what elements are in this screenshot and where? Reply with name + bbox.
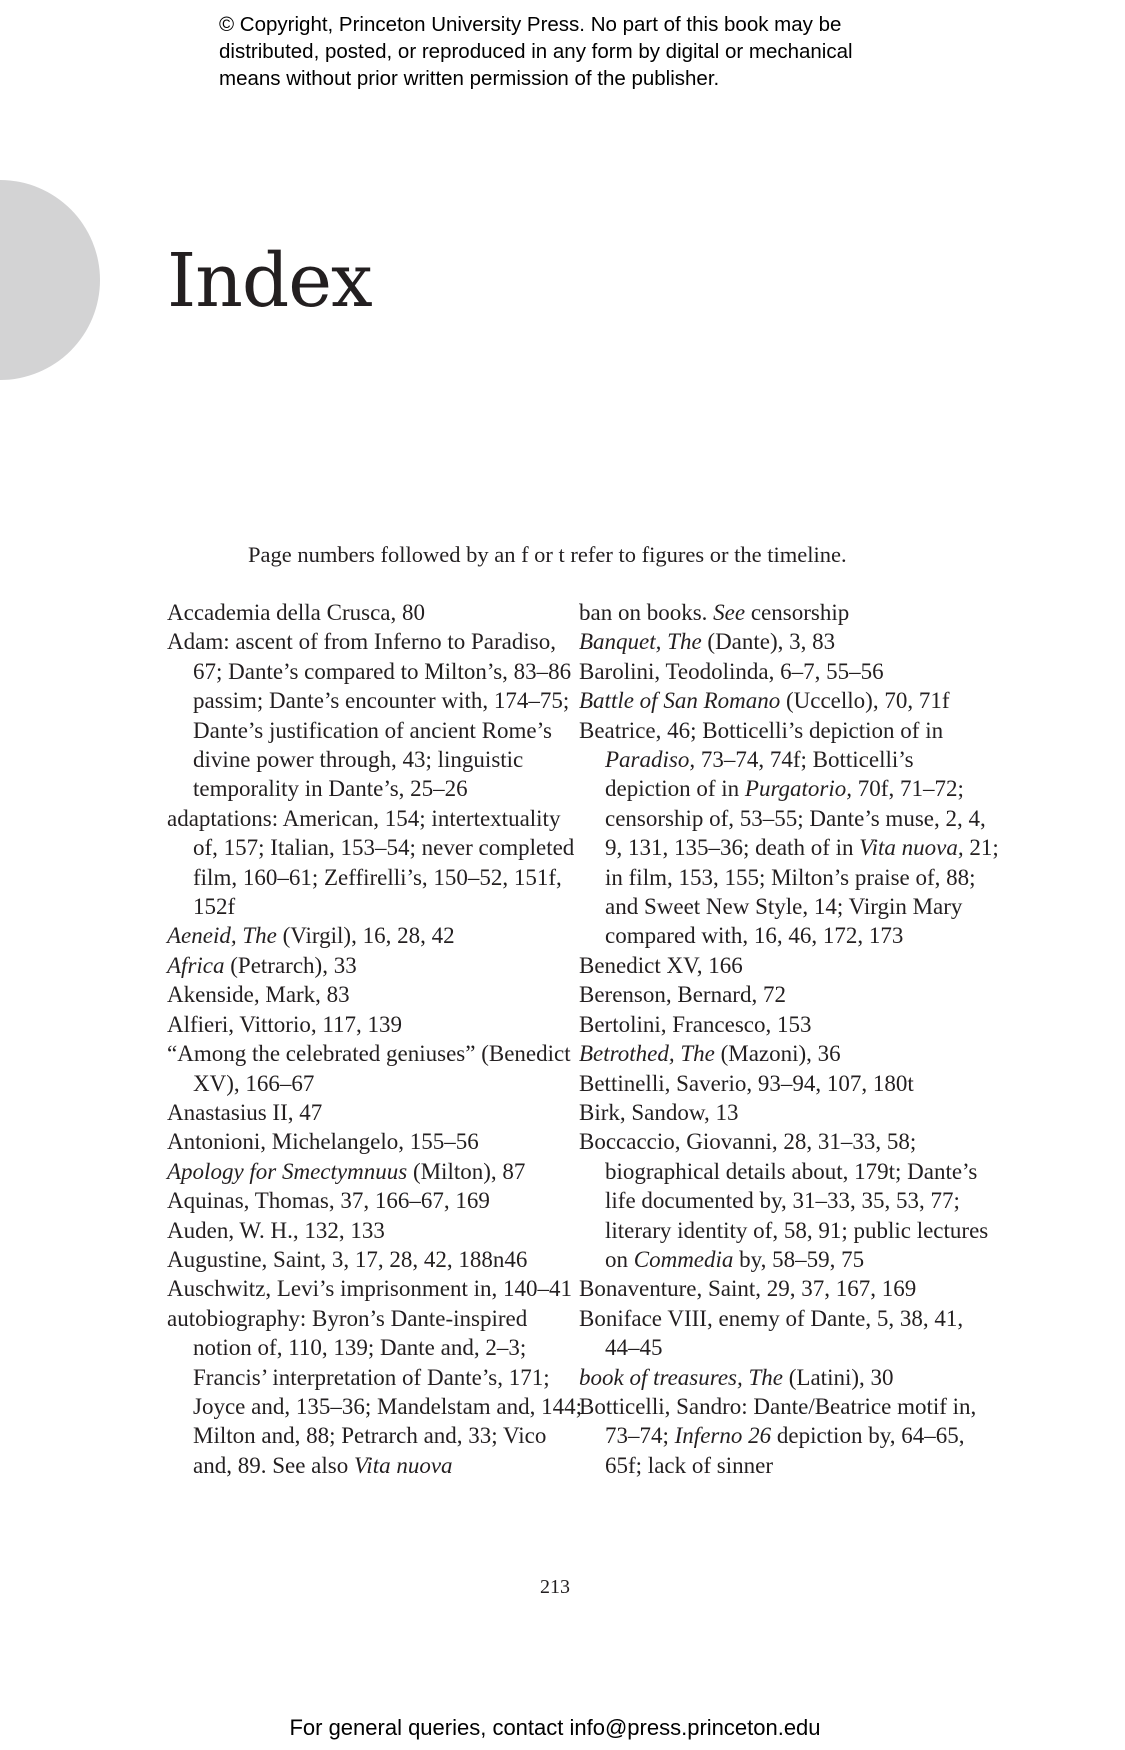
index-entry (167, 1274, 587, 1303)
index-entry-italic-text: Vita nuova, (859, 835, 964, 861)
index-column-left (167, 598, 587, 1480)
index-entry (167, 1127, 587, 1156)
index-entry (167, 1157, 587, 1186)
index-entry (579, 1098, 999, 1127)
index-entry-text: Auschwitz, Levi’s imprisonment in, 140–41 (167, 1276, 573, 1302)
index-entry (579, 1127, 999, 1274)
index-entry-text: 73–74, 74f; Botticelli’s depiction of in (605, 747, 914, 802)
index-entry (167, 1216, 587, 1245)
index-entry-text: Benedict XV, 166 (579, 952, 743, 978)
copyright-line: distributed, posted, or reproduced in any form by digital or mechanical (219, 40, 853, 63)
footer-contact: For general queries, contact info@press.princeton.edu (289, 1715, 821, 1740)
index-entry-text: Bonaventure, Saint, 29, 37, 167, 169 (579, 1276, 917, 1302)
index-entry-text: (Petrarch), 33 (224, 952, 357, 978)
index-entry-text: 21; in film, 153, 155; Milton’s praise of, 88; and Sweet New Style, 14; Virgin Mary compared with, 16, 46, 172, 173 (605, 835, 999, 949)
index-entry-italic-text: Paradiso, (605, 747, 696, 773)
index-entry-text: Berenson, Bernard, 72 (579, 982, 786, 1008)
index-entry (579, 951, 999, 980)
index-entry (167, 1186, 587, 1215)
index-entry-text: Auden, W. H., 132, 133 (167, 1217, 385, 1243)
index-entry (579, 1304, 999, 1363)
index-column-right (579, 598, 999, 1480)
index-entry (579, 716, 999, 951)
index-entry-text: Bettinelli, Saverio, 93–94, 107, 180t (579, 1070, 914, 1096)
index-entry-text: (Dante), 3, 83 (701, 629, 836, 655)
index-entry-text: (Uccello), 70, 71f (780, 688, 950, 714)
index-entry (579, 980, 999, 1009)
index-entry-text: autobiography: Byron’s Dante-inspired notion of, 110, 139; Dante and, 2–3; Francis’ interpretation of Dante’s, 171; Joyce and, 135–36; Mandelstam and, 144; Milton and, 88; Petrarch and, 33; Vico and, 89. See also (167, 1305, 583, 1478)
index-entry (579, 1363, 999, 1392)
index-entry (579, 1274, 999, 1303)
index-entry-text: Bertolini, Francesco, 153 (579, 1011, 812, 1037)
index-entry-italic-text: Commedia (633, 1246, 734, 1272)
index-entry-italic-text: book of treasures, The (579, 1364, 784, 1390)
index-entry (579, 657, 999, 686)
index-entry-text: Birk, Sandow, 13 (579, 1099, 739, 1125)
index-entry (167, 1245, 587, 1274)
copyright-line: means without prior written permission of the publisher. (219, 67, 720, 90)
chapter-tab-marker (0, 180, 100, 380)
index-entry-italic-text: See (713, 600, 746, 625)
index-entry (579, 1392, 999, 1480)
index-entry (167, 804, 587, 922)
index-entry-text: (Latini), 30 (783, 1364, 894, 1390)
index-entry (579, 1039, 999, 1068)
index-entry-text: Beatrice, 46; Botticelli’s depiction of in (579, 717, 944, 743)
index-entry-italic-text: Inferno 26 (674, 1423, 772, 1449)
index-entry (167, 1304, 587, 1480)
page-number: 213 (540, 1576, 570, 1598)
index-entry-text: Augustine, Saint, 3, 17, 28, 42, 188n46 (167, 1246, 528, 1272)
index-entry-text: Adam: ascent of from Inferno to Paradiso, 67; Dante’s compared to Milton’s, 83–86 passim; Dante’s encounter with, 174–75; Dante’s justification of ancient Rome’s divine power through, 43; linguistic temporality in Dante’s, 25–26 (167, 629, 572, 802)
index-entry-text: Alfieri, Vittorio, 117, 139 (167, 1011, 402, 1037)
index-entry (579, 598, 999, 627)
copyright-notice (219, 11, 979, 92)
index-entry-text: Boniface VIII, enemy of Dante, 5, 38, 41, 44–45 (579, 1305, 964, 1361)
index-entry-text: depiction by, 64–65, 65f; lack of sinner (605, 1423, 965, 1478)
index-entry-text: adaptations: American, 154; intertextuality of, 157; Italian, 153–54; never completed film, 160–61; Zeffirelli’s, 150–52, 151f, 152f (167, 805, 575, 920)
index-entry-text: Anastasius II, 47 (167, 1099, 323, 1125)
index-entry-text: Akenside, Mark, 83 (167, 982, 350, 1008)
index-entry-italic-text: Betrothed, The (579, 1041, 715, 1067)
index-entry-text: Antonioni, Michelangelo, 155–56 (167, 1129, 479, 1155)
index-entry (167, 980, 587, 1009)
index-entry-text: censorship (745, 600, 850, 625)
page-title: Index (167, 238, 372, 324)
index-entry-italic-text: Africa (167, 952, 225, 978)
index-entry (167, 1098, 587, 1127)
index-entry (579, 627, 999, 656)
index-entry-italic-text: Apology for Smectymnuus (167, 1158, 408, 1184)
index-entry-text: 70f, 71–72; censorship of, 53–55; Dante’s muse, 2, 4, 9, 131, 135–36; death of in (605, 776, 986, 861)
index-entry-italic-text: Battle of San Romano (579, 688, 781, 714)
index-entry-text: Aquinas, Thomas, 37, 166–67, 169 (167, 1188, 490, 1214)
index-entry (579, 1010, 999, 1039)
index-entry-text: Accademia della Crusca, 80 (167, 600, 425, 625)
index-note: Page numbers followed by an f or t refer to figures or the timeline. (248, 542, 847, 567)
index-entry-text: “Among the celebrated geniuses” (Benedict XV), 166–67 (167, 1041, 571, 1096)
index-entry-text: by, 58–59, 75 (733, 1246, 865, 1272)
index-entry-text: ban on books. (579, 600, 714, 625)
index-entry-text: (Milton), 87 (407, 1158, 526, 1184)
index-entry (167, 921, 587, 950)
index-entry-italic-text: Purgatorio, (744, 776, 853, 802)
index-entry (579, 686, 999, 715)
index-entry-text: (Mazoni), 36 (714, 1041, 841, 1067)
index-entry-italic-text: Aeneid, The (167, 923, 277, 949)
index-entry (167, 627, 587, 803)
index-entry (167, 598, 587, 627)
index-entry (167, 951, 587, 980)
index-entry-text: Botticelli, Sandro: Dante/Beatrice motif in, 73–74; (579, 1393, 977, 1449)
index-entry (167, 1039, 587, 1098)
index-entry-text: (Virgil), 16, 28, 42 (276, 923, 455, 949)
index-entry (167, 1010, 587, 1039)
index-entry-italic-text: Vita nuova (353, 1452, 453, 1478)
index-entry-text: Barolini, Teodolinda, 6–7, 55–56 (579, 658, 884, 684)
index-entry-italic-text: Banquet, The (579, 629, 702, 655)
copyright-line: © Copyright, Princeton University Press. No part of this book may be (219, 13, 842, 36)
index-entry (579, 1069, 999, 1098)
index-entry-text: Boccaccio, Giovanni, 28, 31–33, 58; biographical details about, 179t; Dante’s life documented by, 31–33, 35, 53, 77; literary identity of, 58, 91; public lectures on (579, 1129, 989, 1272)
